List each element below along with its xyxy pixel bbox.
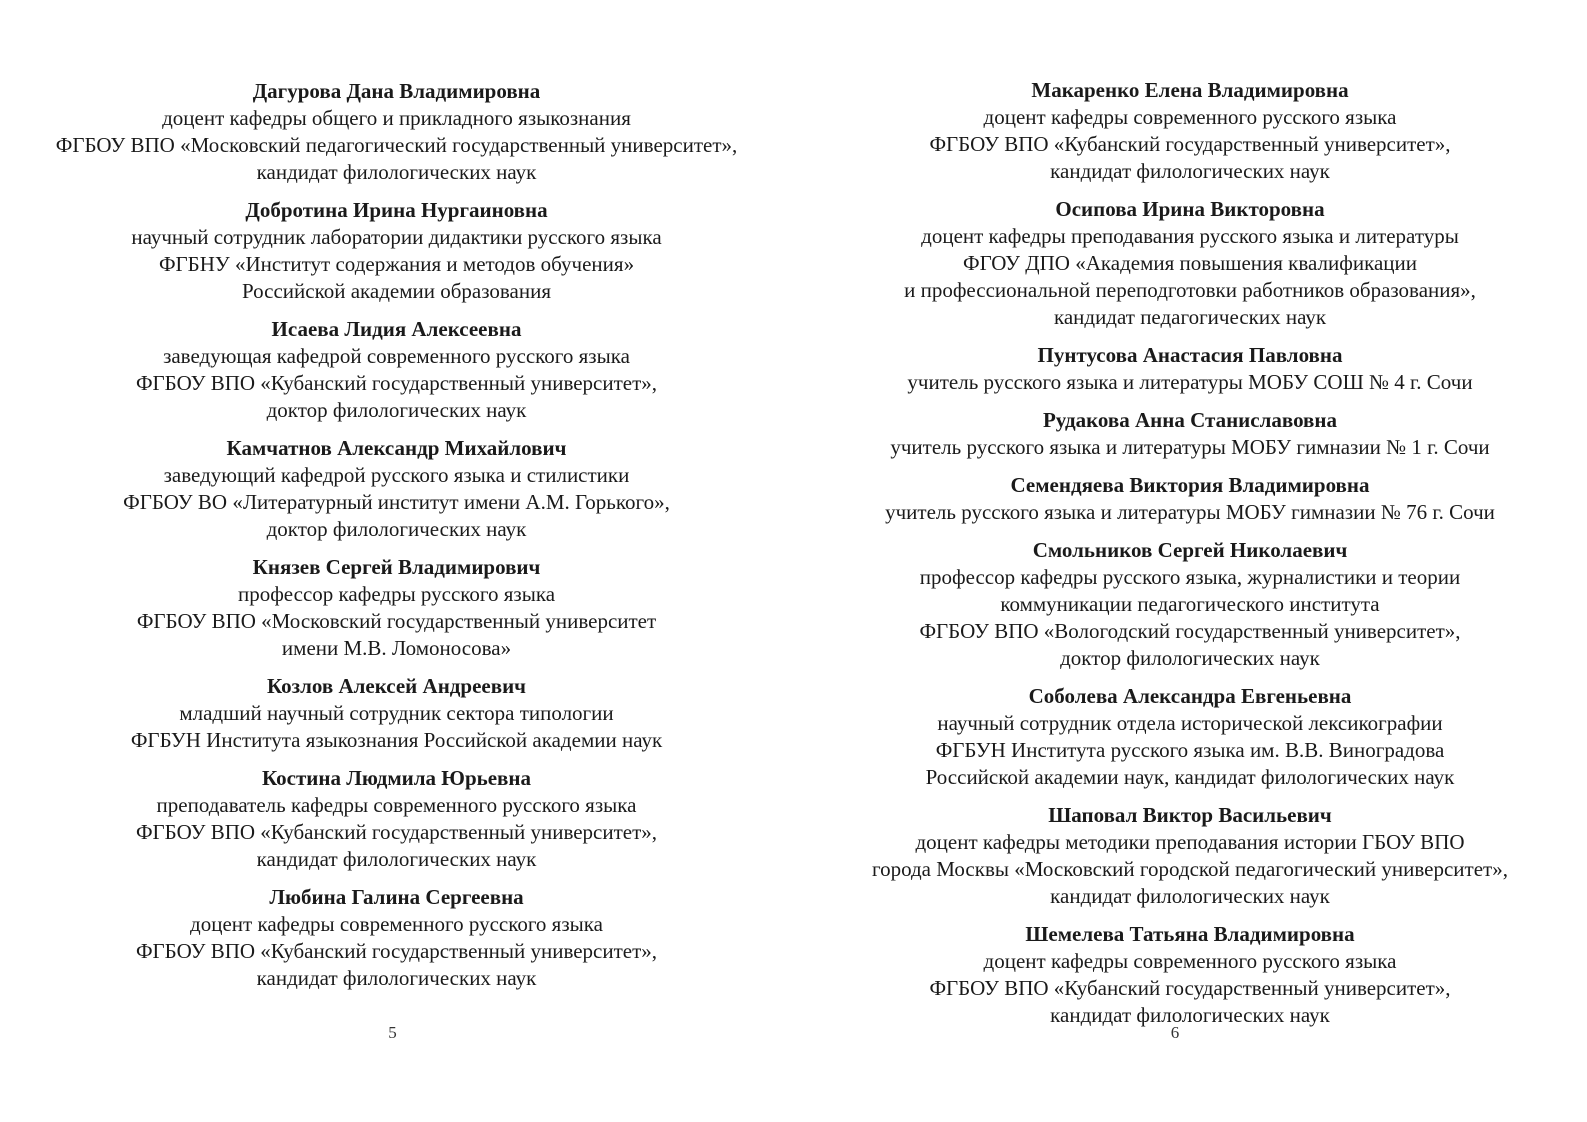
person-detail-line: учитель русского языка и литературы МОБУ гимназии № 76 г. Сочи	[885, 500, 1495, 524]
person-detail-line: кандидат филологических наук	[1050, 159, 1330, 183]
person-entry	[813, 342, 1567, 396]
person-detail-line: ФГБУН Института языкознания Российской академии наук	[130, 728, 663, 752]
person-name: Камчатнов Александр Михайлович	[226, 436, 567, 460]
person-name: Осипова Ирина Викторовна	[1055, 197, 1325, 221]
page-left	[0, 0, 793, 1122]
person-detail-line: доктор филологических наук	[266, 517, 527, 541]
person-detail-line: ФГБОУ ВПО «Кубанский государственный университет»,	[135, 371, 658, 395]
person-detail-line: кандидат филологических наук	[1050, 884, 1330, 908]
person-detail-line: ФГБОУ ВПО «Кубанский государственный университет»,	[929, 976, 1451, 1000]
person-detail-line: ФГБОУ ВПО «Вологодский государственный университет»,	[919, 619, 1461, 643]
person-detail-line: ФГОУ ДПО «Академия повышения квалификации	[962, 251, 1417, 275]
page-number: 5	[388, 1023, 397, 1042]
person-name: Шемелева Татьяна Владимировна	[1025, 922, 1355, 946]
person-entry	[20, 554, 773, 662]
person-detail-line: имени М.В. Ломоносова»	[281, 636, 512, 660]
person-detail-line: кандидат педагогических наук	[1053, 305, 1327, 329]
person-detail-line: профессор кафедры русского языка	[237, 582, 556, 606]
person-name: Дагурова Дана Владимировна	[252, 79, 541, 103]
person-detail-line: ФГБУН Института русского языка им. В.В. Виноградова	[935, 738, 1445, 762]
person-detail-line: кандидат филологических наук	[256, 966, 537, 990]
person-name: Рудакова Анна Станиславовна	[1042, 408, 1337, 432]
person-detail-line: ФГБОУ ВПО «Кубанский государственный университет»,	[135, 820, 658, 844]
person-detail-line: профессор кафедры русского языка, журналистики и теории	[919, 565, 1461, 589]
person-entry	[813, 77, 1567, 185]
person-detail-line: учитель русского языка и литературы МОБУ СОШ № 4 г. Сочи	[907, 370, 1473, 394]
person-detail-line: младший научный сотрудник сектора типологии	[179, 701, 614, 725]
person-entry	[20, 78, 773, 186]
person-entry	[813, 802, 1567, 910]
entries-list	[20, 78, 773, 1003]
person-detail-line: ФГБОУ ВПО «Московский педагогический государственный университет»,	[55, 133, 738, 157]
person-detail-line: доцент кафедры общего и прикладного языкознания	[162, 106, 631, 130]
person-detail-line: Российской академии наук, кандидат филологических наук	[925, 765, 1455, 789]
person-detail-line: кандидат филологических наук	[1050, 1003, 1330, 1027]
person-entry	[813, 537, 1567, 672]
person-detail-line: доцент кафедры современного русского языка	[983, 949, 1397, 973]
person-entry	[20, 673, 773, 754]
page-number: 6	[1170, 1023, 1180, 1042]
person-detail-line: доктор филологических наук	[1060, 646, 1320, 670]
person-detail-line: города Москвы «Московский городской педагогический университет»,	[872, 857, 1508, 881]
person-entry	[813, 472, 1567, 526]
person-detail-line: доцент кафедры современного русского языка	[983, 105, 1397, 129]
person-detail-line: кандидат филологических наук	[256, 847, 537, 871]
person-name: Шаповал Виктор Васильевич	[1048, 803, 1332, 827]
entries-list	[813, 77, 1567, 1040]
person-detail-line: ФГБОУ ВО «Литературный институт имени А.М. Горького»,	[123, 490, 670, 514]
person-detail-line: научный сотрудник лаборатории дидактики русского языка	[131, 225, 662, 249]
person-entry	[813, 921, 1567, 1029]
person-detail-line: ФГБОУ ВПО «Кубанский государственный университет»,	[135, 939, 658, 963]
person-detail-line: и профессиональной переподготовки работников образования»,	[904, 278, 1476, 302]
person-detail-line: ФГБОУ ВПО «Московский государственный университет	[136, 609, 657, 633]
person-detail-line: кандидат филологических наук	[256, 160, 537, 184]
person-detail-line: ФГБОУ ВПО «Кубанский государственный университет»,	[929, 132, 1451, 156]
person-detail-line: доцент кафедры методики преподавания истории ГБОУ ВПО	[915, 830, 1465, 854]
person-name: Козлов Алексей Андреевич	[266, 674, 527, 698]
page-right	[793, 0, 1587, 1122]
person-entry	[20, 316, 773, 424]
person-entry	[813, 683, 1567, 791]
person-entry	[20, 884, 773, 992]
person-detail-line: коммуникации педагогического института	[1000, 592, 1380, 616]
person-name: Макаренко Елена Владимировна	[1031, 78, 1349, 102]
person-name: Любина Галина Сергеевна	[269, 885, 524, 909]
person-detail-line: заведующий кафедрой русского языка и стилистики	[163, 463, 630, 487]
person-entry	[20, 435, 773, 543]
person-detail-line: учитель русского языка и литературы МОБУ гимназии № 1 г. Сочи	[890, 435, 1490, 459]
person-entry	[20, 765, 773, 873]
person-name: Костина Людмила Юрьевна	[261, 766, 531, 790]
person-detail-line: доктор филологических наук	[266, 398, 527, 422]
person-detail-line: ФГБНУ «Институт содержания и методов обучения»	[158, 252, 635, 276]
person-detail-line: доцент кафедры современного русского языка	[190, 912, 603, 936]
person-detail-line: Российской академии образования	[241, 279, 552, 303]
person-name: Князев Сергей Владимирович	[252, 555, 541, 579]
person-detail-line: преподаватель кафедры современного русского языка	[156, 793, 637, 817]
person-detail-line: доцент кафедры преподавания русского языка и литературы	[921, 224, 1459, 248]
person-entry	[813, 196, 1567, 331]
person-name: Семендяева Виктория Владимировна	[1010, 473, 1370, 497]
person-name: Добротина Ирина Нургаиновна	[245, 198, 548, 222]
person-detail-line: научный сотрудник отдела исторической лексикографии	[937, 711, 1443, 735]
person-name: Исаева Лидия Алексеевна	[271, 317, 522, 341]
person-entry	[813, 407, 1567, 461]
person-name: Соболева Александра Евгеньевна	[1028, 684, 1352, 708]
person-name: Смольников Сергей Николаевич	[1032, 538, 1348, 562]
person-entry	[20, 197, 773, 305]
person-name: Пунтусова Анастасия Павловна	[1037, 343, 1343, 367]
person-detail-line: заведующая кафедрой современного русского языка	[163, 344, 630, 368]
